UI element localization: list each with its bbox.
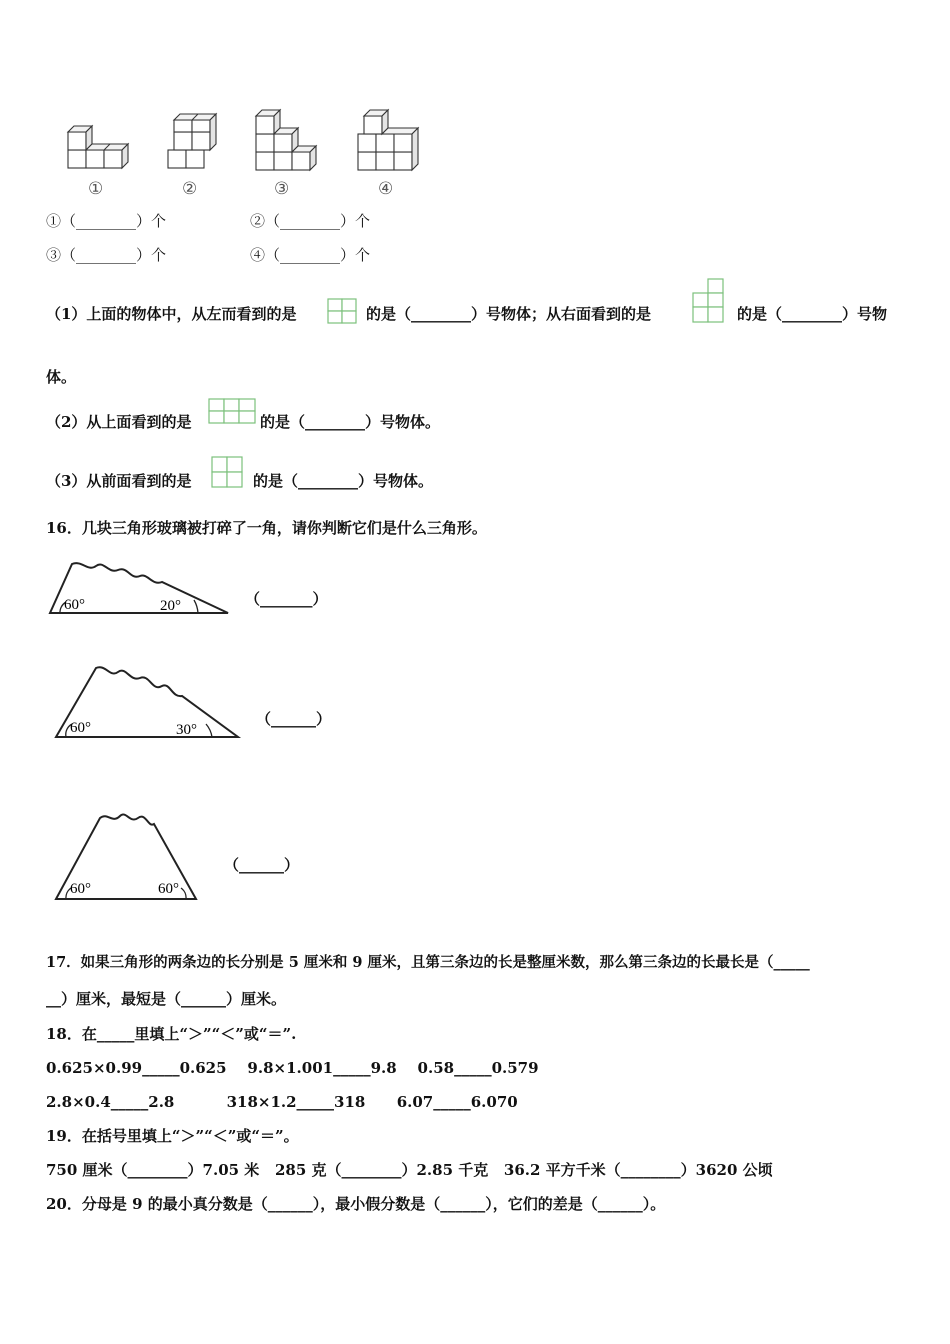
cube-figure-3 xyxy=(256,110,316,170)
q15-p1-b: 的是（________）号物体；从右面看到的是 xyxy=(366,305,652,323)
q17-line-1: 17．如果三角形的两条边的长分别是 5 厘米和 9 厘米，且第三条边的长是整厘米数，那么第三条边的长最长是（_____ xyxy=(46,954,810,971)
q18-title: 18．在_____里填上“＞”“＜”或“＝”. xyxy=(46,1025,297,1043)
q20-text: 20．分母是 9 的最小真分数是（______），最小假分数是（______），它们的差是（______）。 xyxy=(46,1195,666,1213)
view-front-grid-icon xyxy=(211,456,245,490)
triangle-2-answer: （______） xyxy=(256,710,332,728)
triangle-3-angle-right: 60° xyxy=(158,881,179,897)
cube-figures xyxy=(60,104,430,200)
triangle-2-angle-right: 30° xyxy=(176,722,197,738)
q18-row-2: 2.8×0.4_____2.8 318×1.2_____318 6.07_____6.070 xyxy=(46,1093,518,1111)
count-line-2: ②（________）个 xyxy=(250,212,371,230)
cube-figure-label-1: ① xyxy=(88,179,104,198)
q19-title: 19．在括号里填上“＞”“＜”或“＝”。 xyxy=(46,1127,299,1145)
q15-p2-a: （2）从上面看到的是 xyxy=(46,413,192,431)
count-line-3: ③（________）个 xyxy=(46,246,167,264)
cube-figure-4 xyxy=(358,110,418,170)
triangle-1-answer: （_______） xyxy=(245,590,328,608)
triangle-3-angle-left: 60° xyxy=(70,881,91,897)
q15-p3-a: （3）从前面看到的是 xyxy=(46,472,192,490)
count-line-4: ④（________）个 xyxy=(250,246,371,264)
cube-figure-label-4: ④ xyxy=(378,179,394,198)
q15-p1-d: 体。 xyxy=(46,368,77,386)
q15-p2-b: 的是（________）号物体。 xyxy=(260,413,441,431)
triangle-1-angle-left: 60° xyxy=(64,597,85,613)
q16-title: 16．几块三角形玻璃被打碎了一角，请你判断它们是什么三角形。 xyxy=(46,519,487,537)
q17-line-2: __）厘米，最短是（______）厘米。 xyxy=(46,990,287,1008)
view-right-grid-icon xyxy=(692,278,726,326)
triangle-1-angle-right: 20° xyxy=(160,598,181,614)
triangle-2-angle-left: 60° xyxy=(70,720,91,736)
broken-triangle-3 xyxy=(50,808,202,904)
cube-figure-1 xyxy=(68,126,128,168)
view-top-grid-icon xyxy=(208,398,258,426)
cube-figure-label-3: ③ xyxy=(274,179,290,198)
q15-p1-a: （1）上面的物体中，从左而看到的是 xyxy=(46,305,297,323)
q15-p1-c: 的是（________）号物 xyxy=(737,305,888,323)
triangle-3-answer: （______） xyxy=(224,856,300,874)
q18-row-1: 0.625×0.99_____0.625 9.8×1.001_____9.8 0.58_____0.579 xyxy=(46,1059,539,1077)
count-line-1: ①（________）个 xyxy=(46,212,167,230)
q15-p3-b: 的是（________）号物体。 xyxy=(253,472,434,490)
cube-figure-label-2: ② xyxy=(182,179,198,198)
broken-triangle-1 xyxy=(44,556,236,618)
cube-figure-2 xyxy=(168,114,216,168)
view-left-grid-icon xyxy=(327,298,359,326)
q19-row: 750 厘米（________）7.05 米 285 克（________）2.85 千克 36.2 平方千米（________）3620 公顷 xyxy=(46,1161,773,1179)
broken-triangle-2 xyxy=(50,662,244,742)
